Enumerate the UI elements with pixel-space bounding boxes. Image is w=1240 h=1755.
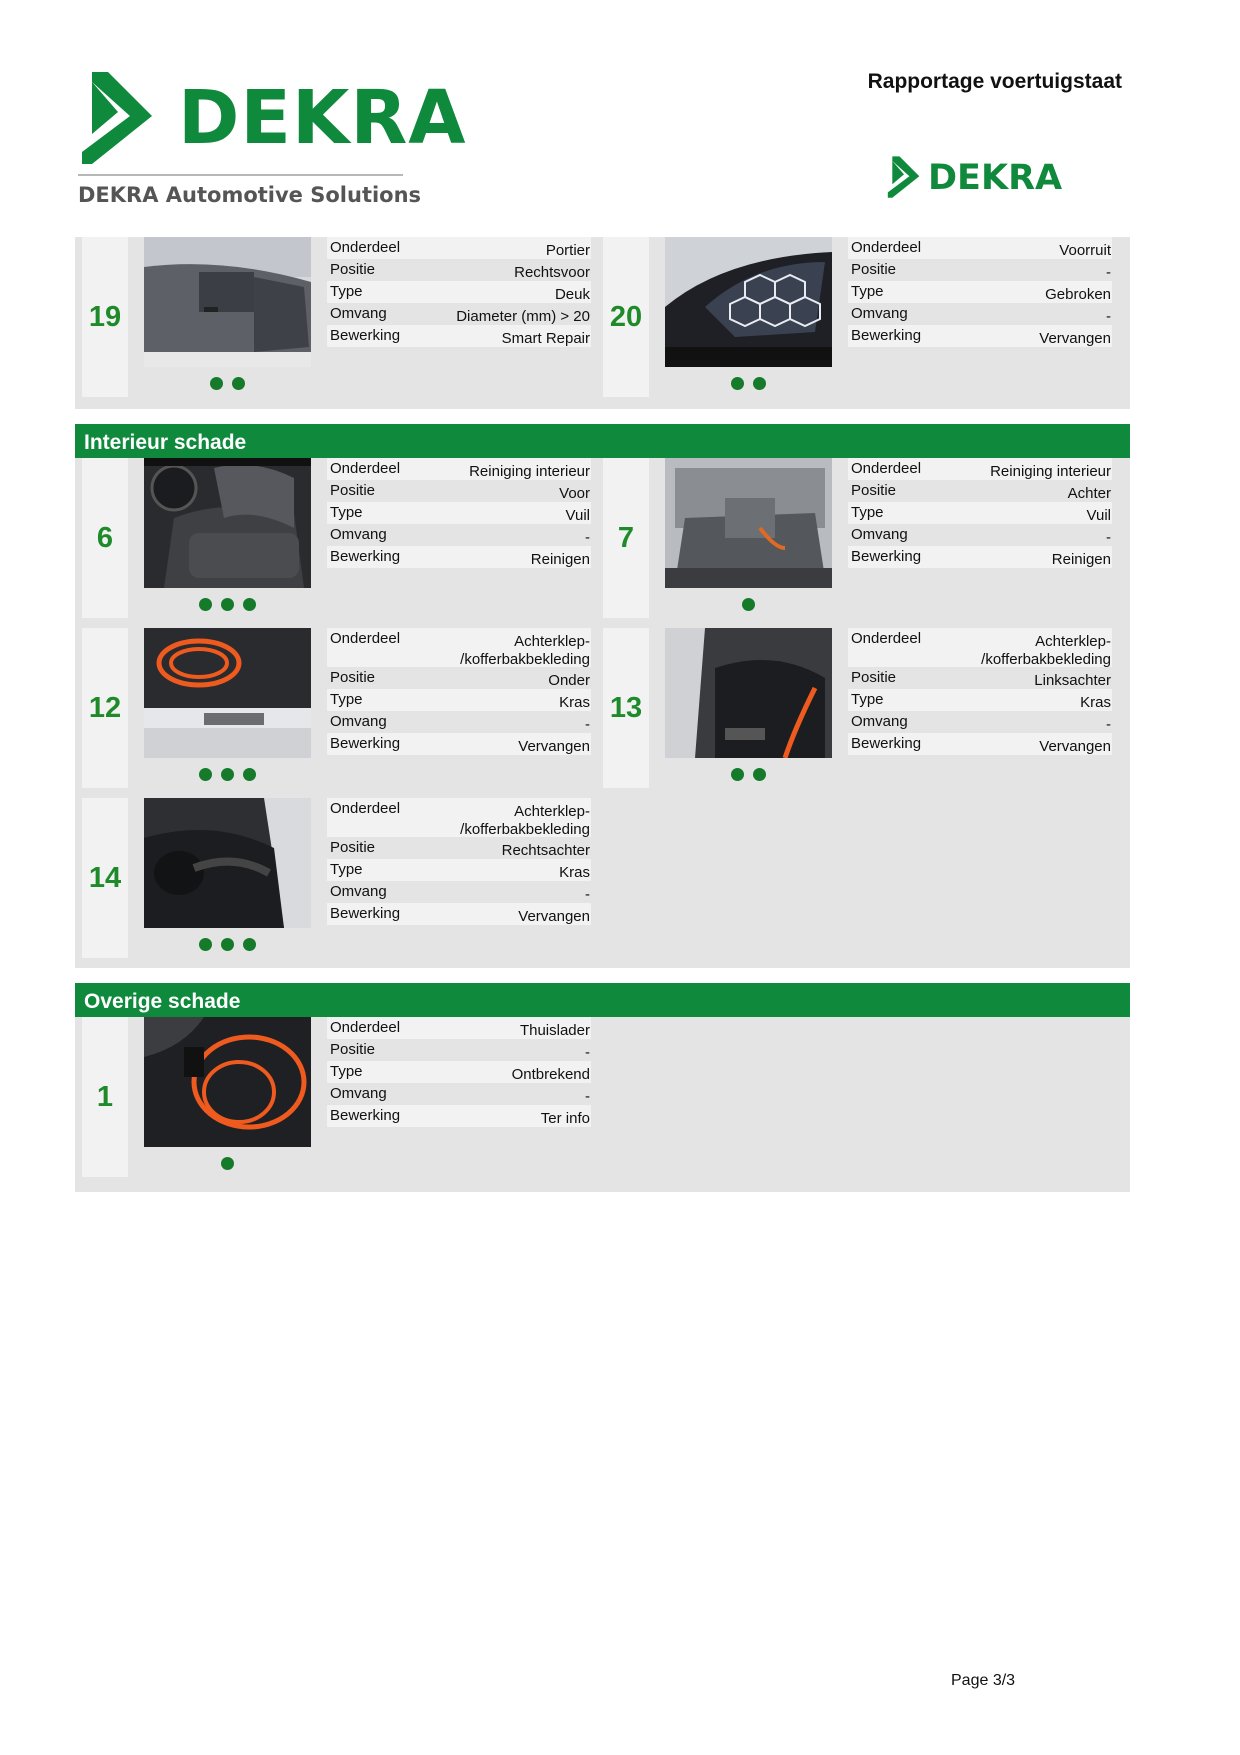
detail-value: -	[585, 1044, 590, 1061]
detail-row-omvang	[848, 524, 1112, 546]
detail-label: Onderdeel	[851, 630, 922, 647]
detail-row-onderdeel	[327, 628, 591, 667]
detail-row-bewerking	[327, 546, 591, 568]
damage-number: 20	[603, 237, 649, 397]
detail-value: -	[585, 716, 590, 733]
detail-value: Deuk	[554, 286, 590, 303]
detail-label: Bewerking	[851, 735, 922, 752]
detail-label: Onderdeel	[851, 239, 922, 256]
detail-label: Type	[851, 504, 884, 521]
detail-label: Onderdeel	[330, 630, 401, 647]
detail-value: Ter info	[540, 1110, 590, 1127]
detail-row-type	[848, 281, 1112, 303]
detail-value: Voorruit	[1059, 242, 1111, 259]
damage-photo[interactable]	[665, 237, 832, 367]
detail-label: Bewerking	[851, 548, 922, 565]
detail-label: Bewerking	[330, 327, 401, 344]
photo-pagination	[665, 598, 832, 612]
detail-label: Omvang	[851, 526, 908, 543]
detail-row-onderdeel	[327, 1017, 591, 1039]
damage-details	[327, 1017, 591, 1127]
detail-value: -	[1106, 308, 1111, 325]
detail-row-positie	[327, 259, 591, 281]
detail-label: Omvang	[330, 883, 387, 900]
detail-value: Kras	[1080, 694, 1111, 711]
damage-details	[327, 237, 591, 347]
detail-value: Gebroken	[1045, 286, 1111, 303]
detail-row-bewerking	[848, 546, 1112, 568]
damage-photo[interactable]	[144, 798, 311, 928]
detail-value: Kras	[559, 694, 590, 711]
detail-label: Positie	[851, 669, 897, 686]
detail-label: Type	[330, 504, 363, 521]
damage-details	[327, 458, 591, 568]
damage-details	[848, 628, 1112, 755]
detail-value: Vervangen	[518, 738, 590, 755]
interieur-section-header: Interieur schade	[75, 424, 1130, 458]
damage-photo[interactable]	[144, 458, 311, 588]
detail-value: Reiniging interieur	[990, 463, 1111, 480]
detail-value: Voor	[559, 485, 590, 502]
detail-row-type	[327, 1061, 591, 1083]
detail-label: Omvang	[330, 526, 387, 543]
detail-value: -	[585, 529, 590, 546]
detail-value: Vervangen	[1039, 738, 1111, 755]
damage-details	[848, 237, 1112, 347]
photo-dot[interactable]	[742, 598, 755, 611]
photo-dot[interactable]	[199, 598, 212, 611]
photo-dot[interactable]	[199, 938, 212, 951]
detail-value: Vuil	[565, 507, 590, 524]
detail-label: Omvang	[851, 305, 908, 322]
detail-label: Type	[330, 1063, 363, 1080]
damage-number: 12	[82, 628, 128, 788]
detail-value: Diameter (mm) > 20	[456, 308, 590, 325]
damage-card	[75, 628, 595, 788]
photo-dot[interactable]	[731, 768, 744, 781]
detail-value: -	[585, 1088, 590, 1105]
damage-number: 19	[82, 237, 128, 397]
detail-row-type	[327, 859, 591, 881]
detail-value: Vervangen	[518, 908, 590, 925]
detail-row-onderdeel	[848, 628, 1112, 667]
detail-value: -	[1106, 264, 1111, 281]
detail-value: -	[585, 886, 590, 903]
damage-photo[interactable]	[144, 237, 311, 367]
detail-row-omvang	[327, 524, 591, 546]
detail-row-type	[848, 502, 1112, 524]
detail-label: Bewerking	[330, 548, 401, 565]
small-logo-wordmark: DEKRA	[928, 158, 1063, 198]
page-number: Page 3/3	[951, 1672, 1016, 1689]
detail-row-positie	[848, 480, 1112, 502]
detail-label: Onderdeel	[330, 1019, 401, 1036]
damage-details	[848, 458, 1112, 568]
damage-card	[75, 798, 595, 958]
photo-dot[interactable]	[731, 377, 744, 390]
dekra-small-arrow-icon	[886, 156, 922, 200]
logo-divider	[78, 174, 403, 176]
detail-label: Positie	[330, 839, 376, 856]
detail-row-positie	[848, 667, 1112, 689]
detail-value: Vuil	[1086, 507, 1111, 524]
detail-row-type	[327, 502, 591, 524]
detail-row-onderdeel	[327, 237, 591, 259]
photo-dot[interactable]	[243, 938, 256, 951]
detail-label: Bewerking	[330, 1107, 401, 1124]
damage-photo[interactable]	[665, 628, 832, 758]
detail-label: Bewerking	[330, 735, 401, 752]
damage-number: 6	[82, 458, 128, 618]
photo-dot[interactable]	[221, 598, 234, 611]
detail-label: Omvang	[851, 713, 908, 730]
detail-label: Onderdeel	[330, 460, 401, 477]
detail-value: -	[1106, 529, 1111, 546]
photo-dot[interactable]	[753, 768, 766, 781]
damage-number: 1	[82, 1017, 128, 1177]
detail-label: Positie	[851, 261, 897, 278]
detail-row-bewerking	[327, 325, 591, 347]
detail-label: Omvang	[330, 713, 387, 730]
detail-value: Achterklep- /kofferbakbekleding	[460, 633, 590, 668]
detail-label: Positie	[330, 482, 376, 499]
detail-row-bewerking	[327, 903, 591, 925]
detail-label: Onderdeel	[330, 239, 401, 256]
damage-card	[75, 1017, 595, 1177]
photo-pagination	[144, 938, 311, 952]
photo-pagination	[144, 598, 311, 612]
overige-section-header: Overige schade	[75, 983, 1130, 1017]
photo-pagination	[665, 768, 832, 782]
detail-value: Smart Repair	[501, 330, 590, 347]
detail-label: Type	[330, 861, 363, 878]
dekra-small-logo	[886, 156, 1063, 200]
detail-row-type	[848, 689, 1112, 711]
detail-label: Positie	[330, 261, 376, 278]
damage-card	[75, 458, 595, 618]
detail-row-omvang	[848, 711, 1112, 733]
detail-row-bewerking	[327, 1105, 591, 1127]
detail-value: Linksachter	[1034, 672, 1111, 689]
detail-row-type	[327, 281, 591, 303]
photo-dot[interactable]	[243, 598, 256, 611]
detail-row-omvang	[848, 303, 1112, 325]
detail-label: Type	[851, 283, 884, 300]
detail-row-positie	[848, 259, 1112, 281]
photo-dot[interactable]	[221, 1157, 234, 1170]
photo-pagination	[144, 1157, 311, 1171]
detail-value: Rechtsvoor	[514, 264, 590, 281]
detail-label: Omvang	[330, 1085, 387, 1102]
damage-card	[75, 237, 595, 397]
detail-row-omvang	[327, 711, 591, 733]
detail-row-onderdeel	[848, 237, 1112, 259]
photo-pagination	[144, 768, 311, 782]
detail-label: Bewerking	[330, 905, 401, 922]
detail-value: Onder	[548, 672, 590, 689]
photo-dot[interactable]	[221, 768, 234, 781]
detail-label: Onderdeel	[330, 800, 401, 817]
damage-number: 13	[603, 628, 649, 788]
detail-label: Positie	[851, 482, 897, 499]
damage-photo[interactable]	[144, 1017, 311, 1147]
dekra-logo	[78, 72, 467, 212]
photo-dot[interactable]	[753, 377, 766, 390]
detail-value: Reiniging interieur	[469, 463, 590, 480]
damage-card	[596, 458, 1116, 618]
detail-value: Reinigen	[530, 551, 590, 568]
detail-label: Positie	[330, 669, 376, 686]
damage-number: 7	[603, 458, 649, 618]
damage-number: 14	[82, 798, 128, 958]
damage-details	[327, 798, 591, 925]
detail-value: Rechtsachter	[501, 842, 590, 859]
damage-photo[interactable]	[665, 458, 832, 588]
detail-label: Type	[851, 691, 884, 708]
detail-value: Vervangen	[1039, 330, 1111, 347]
detail-row-bewerking	[848, 325, 1112, 347]
detail-row-positie	[327, 837, 591, 859]
detail-row-omvang	[327, 881, 591, 903]
photo-dot[interactable]	[221, 938, 234, 951]
dekra-arrow-icon	[78, 72, 158, 168]
detail-label: Omvang	[330, 305, 387, 322]
detail-value: Portier	[545, 242, 590, 259]
detail-row-onderdeel	[327, 798, 591, 837]
detail-row-positie	[327, 667, 591, 689]
detail-value: Achter	[1067, 485, 1111, 502]
damage-details	[327, 628, 591, 755]
logo-wordmark: DEKRA	[178, 75, 467, 161]
detail-label: Type	[330, 691, 363, 708]
damage-card	[596, 628, 1116, 788]
damage-photo[interactable]	[144, 628, 311, 758]
logo-subtitle: DEKRA Automotive Solutions	[78, 183, 422, 207]
detail-row-type	[327, 689, 591, 711]
page-title: Rapportage voertuigstaat	[867, 70, 1122, 93]
photo-dot[interactable]	[199, 768, 212, 781]
detail-label: Onderdeel	[851, 460, 922, 477]
detail-row-bewerking	[327, 733, 591, 755]
photo-dot[interactable]	[243, 768, 256, 781]
photo-dot[interactable]	[232, 377, 245, 390]
photo-pagination	[665, 377, 832, 391]
damage-card	[596, 237, 1116, 397]
photo-pagination	[144, 377, 311, 391]
detail-value: Kras	[559, 864, 590, 881]
detail-value: Achterklep- /kofferbakbekleding	[981, 633, 1111, 668]
detail-value: Thuislader	[519, 1022, 590, 1039]
detail-row-onderdeel	[327, 458, 591, 480]
detail-value: Ontbrekend	[511, 1066, 590, 1083]
detail-value: Reinigen	[1051, 551, 1111, 568]
detail-label: Positie	[330, 1041, 376, 1058]
detail-row-bewerking	[848, 733, 1112, 755]
detail-row-omvang	[327, 303, 591, 325]
photo-dot[interactable]	[210, 377, 223, 390]
detail-row-omvang	[327, 1083, 591, 1105]
detail-row-positie	[327, 480, 591, 502]
detail-value: -	[1106, 716, 1111, 733]
detail-label: Type	[330, 283, 363, 300]
detail-value: Achterklep- /kofferbakbekleding	[460, 803, 590, 838]
detail-row-positie	[327, 1039, 591, 1061]
detail-row-onderdeel	[848, 458, 1112, 480]
detail-label: Bewerking	[851, 327, 922, 344]
